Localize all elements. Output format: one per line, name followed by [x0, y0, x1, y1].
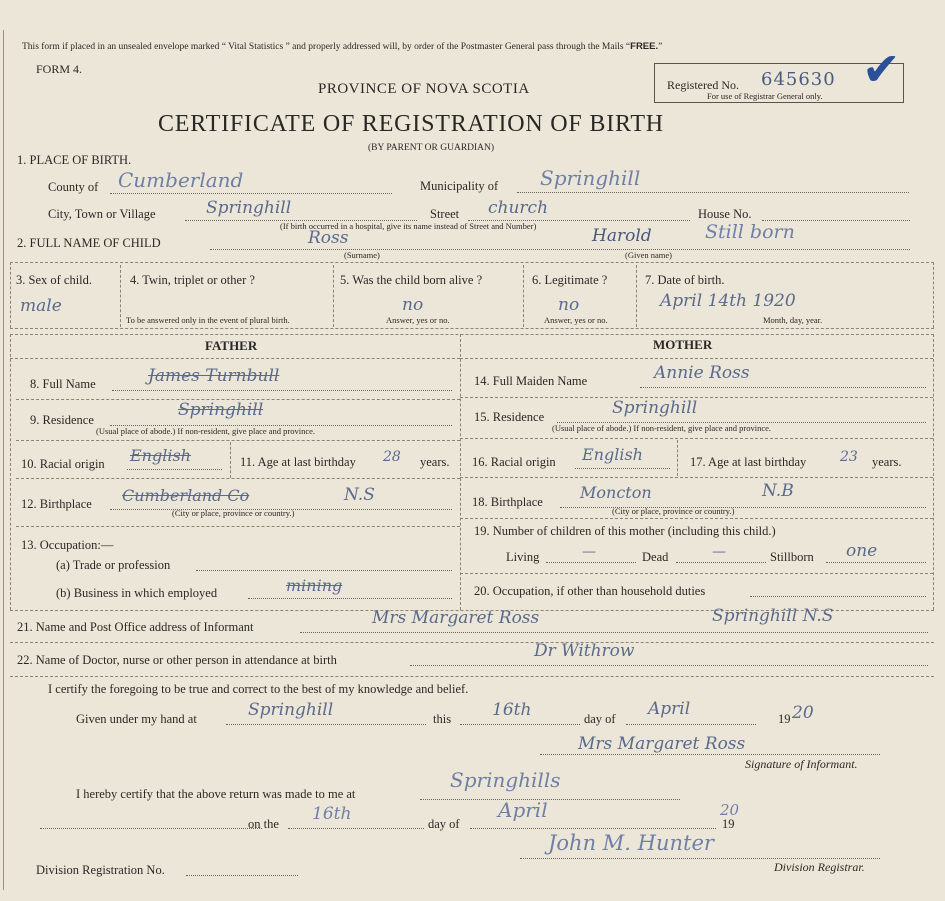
- registrar-day-of-label: day of: [428, 817, 460, 831]
- mother-age-label: 17. Age at last birthday: [690, 455, 807, 469]
- father-residence-label: 9. Residence: [30, 413, 94, 427]
- city-value: Springhill: [206, 198, 292, 218]
- registered-label: Registered No.: [667, 78, 739, 92]
- father-years-label: years.: [420, 455, 450, 469]
- mother-name-label: 14. Full Maiden Name: [474, 374, 588, 388]
- trade-label: (a) Trade or profession: [56, 558, 171, 572]
- father-residence-caption: (Usual place of abode.) If non-resident, give place and province.: [96, 426, 316, 436]
- given-place-value: Springhill: [248, 700, 334, 720]
- twin-note: To be answered only in the event of plural birth.: [126, 315, 290, 325]
- certify-month-value: April: [648, 699, 691, 719]
- row3-top-border: [10, 262, 934, 263]
- father-birthplace-label: 12. Birthplace: [21, 497, 92, 511]
- mother-racial-value: English: [582, 445, 643, 464]
- father-age-value: 28: [383, 449, 401, 465]
- sex-label: 3. Sex of child.: [16, 273, 93, 287]
- father-residence-value: Springhill: [178, 400, 264, 420]
- county-value: Cumberland: [118, 168, 244, 192]
- city-label: City, Town or Village: [48, 207, 156, 221]
- mother-heading: MOTHER: [653, 337, 713, 352]
- registrar-year-value: 20: [720, 801, 740, 819]
- mother-residence-label: 15. Residence: [474, 410, 545, 424]
- division-registrar-caption: Division Registrar.: [774, 860, 865, 874]
- living-label: Living: [506, 550, 540, 564]
- dead-value: —: [712, 544, 726, 560]
- sex-value: male: [20, 296, 62, 316]
- mailing-notice: This form if placed in an unsealed envelope marked “ Vital Statistics ” and properly addressed will, by order of the Postmaster General pass through the Mails “FREE.”: [22, 41, 663, 52]
- doctor-label: 22. Name of Doctor, nurse or other person in attendance at birth: [17, 653, 337, 667]
- father-birthplace-caption: (City or place, province or country.): [172, 508, 295, 518]
- child-name-label: 2. FULL NAME OF CHILD: [17, 236, 161, 250]
- certify-year-value: 20: [792, 703, 814, 723]
- parents-divider: [460, 334, 461, 610]
- province-heading: PROVINCE OF NOVA SCOTIA: [318, 81, 530, 97]
- certify-statement: I certify the foregoing to be true and correct to the best of my knowledge and belief.: [48, 682, 469, 696]
- certificate-subtitle: (BY PARENT OR GUARDIAN): [368, 143, 495, 153]
- division-registration-no-label: Division Registration No.: [36, 863, 165, 877]
- municipality-label: Municipality of: [420, 179, 499, 193]
- father-name-label: 8. Full Name: [30, 377, 96, 391]
- registrar-month-value: April: [498, 798, 548, 822]
- certificate-title: CERTIFICATE OF REGISTRATION OF BIRTH: [158, 111, 664, 137]
- mother-birthplace-province: N.B: [762, 481, 794, 501]
- mother-occupation-label: 20. Occupation, if other than household duties: [474, 584, 706, 598]
- father-occupation-label: 13. Occupation:—: [21, 538, 114, 552]
- legitimate-label: 6. Legitimate ?: [532, 273, 608, 287]
- child-surname: Ross: [308, 228, 349, 248]
- birth-date-caption: Month, day, year.: [763, 315, 823, 325]
- municipality-line: [517, 192, 909, 193]
- father-birthplace-province: N.S: [344, 485, 375, 505]
- certify-day-value: 16th: [492, 700, 532, 720]
- father-name-value: James Turnbull: [148, 366, 280, 386]
- registrar-only-note: For use of Registrar General only.: [707, 91, 823, 101]
- mother-years-label: years.: [872, 455, 902, 469]
- stillborn-label: Stillborn: [770, 550, 814, 564]
- legitimate-caption: Answer, yes or no.: [544, 315, 608, 325]
- street-label: Street: [430, 207, 460, 221]
- father-racial-value: English: [130, 446, 191, 465]
- informant-value: Mrs Margaret Ross: [372, 608, 540, 628]
- registrar-place-value: Springhills: [450, 768, 561, 792]
- business-value: mining: [286, 576, 343, 595]
- informant-signature-caption: Signature of Informant.: [745, 757, 858, 771]
- informant-address: Springhill N.S: [712, 606, 834, 626]
- parents-top-border: [10, 334, 934, 335]
- child-name-line: [210, 249, 910, 250]
- municipality-value: Springhill: [540, 166, 641, 190]
- mother-name-value: Annie Ross: [654, 363, 750, 383]
- informant-signature: Mrs Margaret Ross: [578, 734, 746, 754]
- mother-birthplace-label: 18. Birthplace: [472, 495, 543, 509]
- surname-caption: (Surname): [344, 250, 380, 260]
- county-line: [110, 193, 392, 194]
- children-count-label: 19. Number of children of this mother (including this child.): [474, 524, 776, 538]
- checkmark-icon: ✔: [862, 44, 901, 95]
- legitimate-value: no: [558, 295, 580, 315]
- mother-birthplace-caption: (City or place, province or country.): [612, 506, 735, 516]
- father-age-label: 11. Age at last birthday: [240, 455, 356, 469]
- registrar-signature: John M. Hunter: [548, 831, 714, 855]
- street-value: church: [488, 198, 549, 218]
- place-of-birth-label: 1. PLACE OF BIRTH.: [17, 153, 132, 167]
- mother-age-value: 23: [840, 449, 858, 465]
- hospital-note: (If birth occurred in a hospital, give its name instead of Street and Number): [280, 221, 537, 231]
- birth-date-value: April 14th 1920: [660, 291, 796, 311]
- father-birthplace-value: Cumberland Co: [122, 486, 250, 505]
- mother-residence-value: Springhill: [612, 398, 698, 418]
- on-the-label: on the: [248, 817, 279, 831]
- dead-label: Dead: [642, 550, 669, 564]
- county-label: County of: [48, 180, 99, 194]
- informant-label: 21. Name and Post Office address of Informant: [17, 620, 254, 634]
- registered-number: 645630: [761, 69, 836, 90]
- stillborn-value: one: [846, 541, 878, 561]
- father-heading: FATHER: [205, 338, 258, 353]
- mother-birthplace-value: Moncton: [580, 483, 652, 502]
- row3-bottom-border: [10, 328, 934, 329]
- twin-label: 4. Twin, triplet or other ?: [130, 273, 255, 287]
- given-under-label: Given under my hand at: [76, 712, 197, 726]
- this-label: this: [433, 712, 452, 726]
- page-edge: [3, 30, 4, 890]
- alive-label: 5. Was the child born alive ?: [340, 273, 483, 287]
- alive-caption: Answer, yes or no.: [386, 315, 450, 325]
- doctor-value: Dr Withrow: [534, 641, 635, 661]
- living-value: —: [582, 544, 596, 560]
- birth-date-label: 7. Date of birth.: [645, 273, 725, 287]
- registrar-year-prefix: 19: [722, 817, 735, 831]
- registrar-day-value: 16th: [312, 804, 352, 824]
- registrar-certify-label: I hereby certify that the above return was made to me at: [76, 787, 356, 801]
- given-name-caption: (Given name): [625, 250, 672, 260]
- certify-day-of-label: day of: [584, 712, 616, 726]
- alive-value: no: [402, 295, 424, 315]
- mother-racial-label: 16. Racial origin: [472, 455, 556, 469]
- business-label: (b) Business in which employed: [56, 586, 218, 600]
- father-racial-label: 10. Racial origin: [21, 457, 105, 471]
- form-number: FORM 4.: [36, 62, 83, 76]
- house-no-label: House No.: [698, 207, 752, 221]
- certify-year-prefix: 19: [778, 712, 791, 726]
- mother-residence-caption: (Usual place of abode.) If non-resident, give place and province.: [552, 423, 772, 433]
- child-given-name: Harold: [592, 226, 652, 246]
- still-born-note: Still born: [705, 221, 795, 243]
